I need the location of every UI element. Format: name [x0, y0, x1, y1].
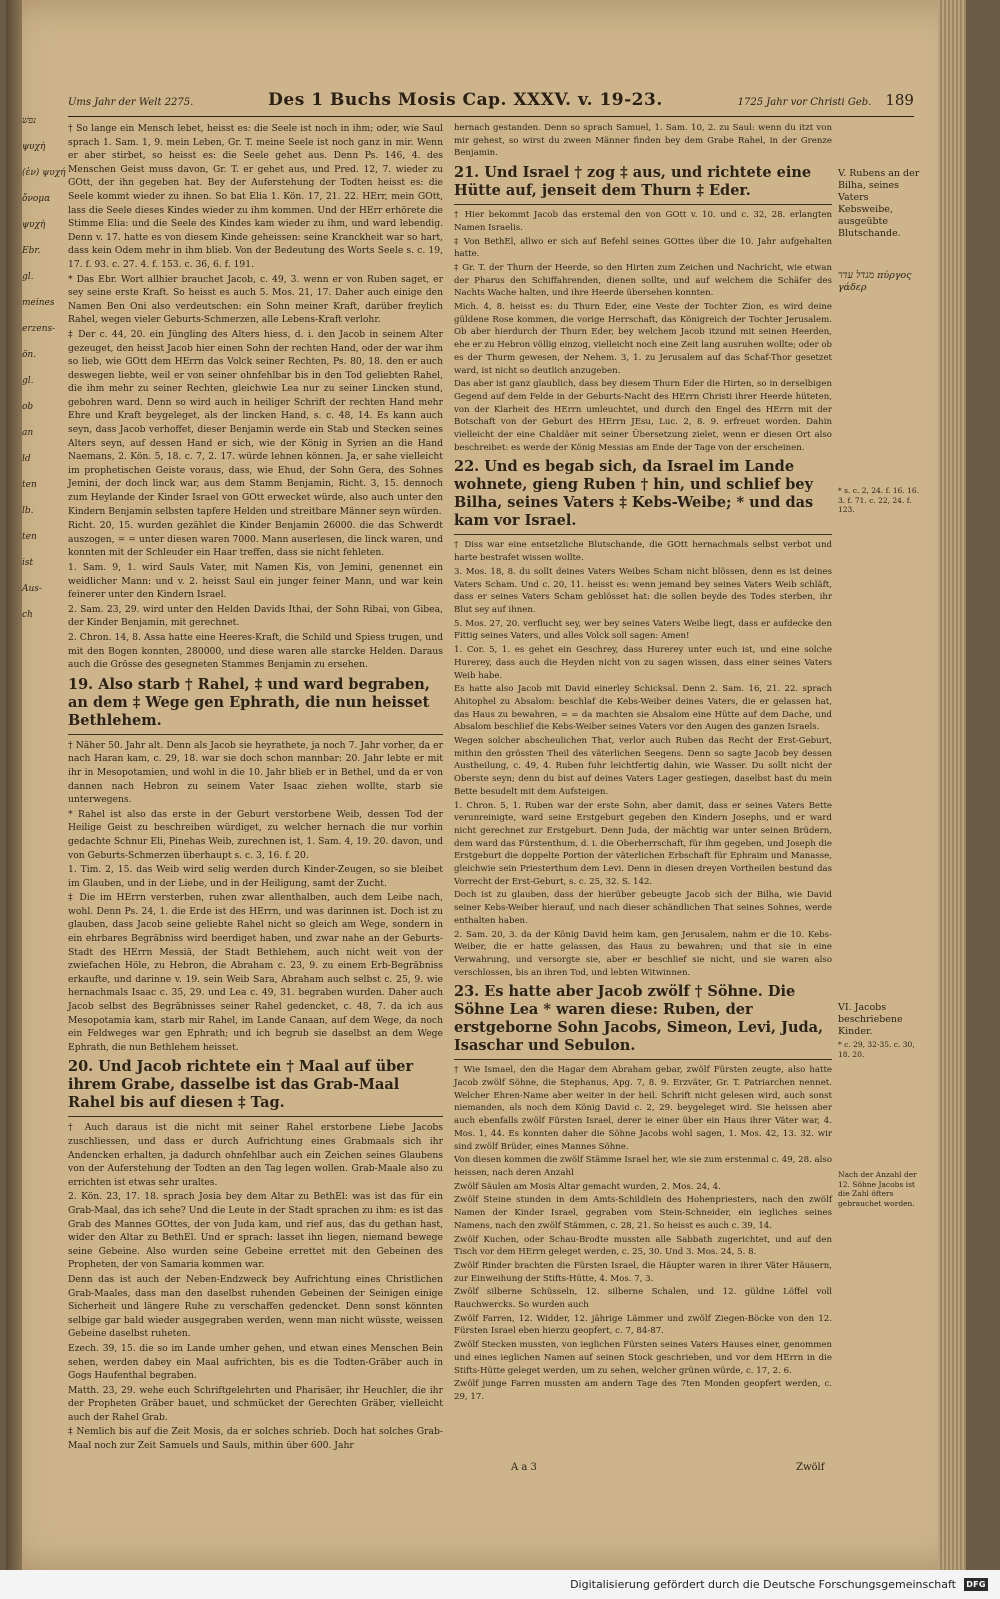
commentary-paragraph: Von diesen kommen die zwölf Stämme Israel her, wie sie zum erstenmal c. 49, 28. also heissen, nach deren Anzahl — [454, 1155, 833, 1178]
verse-20: 20. Und Jacob richtete ein † Maal auf über ihrem Grabe, dasselbe ist das Grab-Maal Rahel bis auf diesen ‡ Tag. — [68, 1058, 414, 1112]
commentary-paragraph: ‡ Die im HErrn versterben, ruhen zwar allenthalben, auch dem Leibe nach, wohl. Denn Ps. 24, 1. die Erde ist des HErrn, und was darinnen ist. Doch ist zu glauben, dass Jacob seine geliebte Rahel nicht so gleich am Wege, sondern in ein ehrbares Begräbniss wird beerdiget haben, und zwar nahe an der Geburts-Stadt des HErrn Messiä, der Stadt Bethlehem, auch nicht weit von der zwiefachen Höle, zu Hebron, die Abraham c. 23, 9. zu einem Erb-Begräbniss erkaufte, und darinne v. 19. sein Weib Sara, Abraham auch selbst c. 25, 9. wie hernachmals Isaac c. 35, 29. und Lea c. 49, 31. begraben wurden. Daher auch Jacob selbst des Begräbnisses seiner Rahel gedencket, c. 48, 7. da ich aus Mesopotamia kam, starb mir Rahel, im Lande Canaan, auf dem Wege, da noch ein Feldweges war gen Ephrath; und ich begrub sie daselbst an dem Wege Ephrath, die nun Bethlehem heisset. — [68, 892, 443, 1053]
commentary-paragraph: Zwölf Farren, 12. Widder, 12. jährige Lämmer und zwölf Ziegen-Böcke von den 12. Fürsten Israel eben hierzu geopfert, c. 7, 84-87. — [454, 1313, 832, 1337]
commentary-paragraph: Zwölf silberne Schüsseln, 12. silberne Schalen, und 12. güldne Löffel voll Rauchwercks. So wurden auch — [454, 1287, 832, 1311]
verse-19: 19. Also starb † Rahel, ‡ und ward begraben, an dem ‡ Wege gen Ephrath, die nun heisset Bethlehem. — [68, 675, 430, 729]
divider — [68, 734, 443, 735]
catchword: Zwölf — [796, 1462, 825, 1473]
left-margin-fragment: gl. — [22, 376, 34, 386]
left-margin-fragment: ld — [22, 454, 31, 464]
commentary-block — [68, 122, 443, 672]
header-year-world: Ums Jahr der Welt 2275. — [68, 97, 194, 108]
left-margin-fragment: ὄνομα — [22, 194, 51, 204]
digitization-credit-bar — [0, 1570, 1000, 1599]
left-margin-fragment: ob — [22, 402, 34, 412]
commentary-paragraph: Zwölf Rinder brachten die Fürsten Israel, die Häupter waren in ihrer Väter Häusern, zur Einweihung der Stifts-Hütte, 4. Mos. 7, 3. — [454, 1260, 832, 1284]
commentary-paragraph: † So lange ein Mensch lebet, heisst es: die Seele ist noch in ihm; oder, wie Saul sprach 1. Sam. 1, 9. mein Leben, Gr. T. meine Seele ist noch ganz in mir. Wenn er aber stirbet, so heisst es: die Seele gehet aus. Denn Ps. 146, 4. des Menschen Geist muss davon, Gr. T. er gehet aus, und Pred. 12, 7. wieder zu GOtt, der ihn gegeben hat. Bey der Auferstehung der Todten heisst es: die Seele kommt wieder zu ihnen. So bat Elia 1. Kön. 17, 21. 22. HErr, mein GOtt, lass die Seele dieses Kindes wieder zu ihm kommen. Und der HErr erhörete die Stimme Elia: und die Seele des Kindes kam wieder zu ihm, und ward lebendig. Denn v. 17. hatte es von diesem Kinde geheissen: seine Kranckheit war so hart, dass kein Odem mehr in ihm blieb. Von der Bedeutung des Worts Seele s. c. 19, 17. f. 93. c. 27. 4. f. 153. c. 36, 6. f. 191. — [68, 123, 443, 270]
left-margin-fragment: an — [22, 428, 34, 438]
commentary-paragraph: Zwölf Kuchen, oder Schau-Brodte mussten alle Sabbath zugerichtet, und auf den Tisch vor dem HErrn geleget werden, c. 25, 30. Und 3. Mos. 24, 5. 8. — [454, 1234, 832, 1258]
commentary-paragraph: Zwölf Stecken mussten, von ieglichen Fürsten seines Vaters Hauses einer, genommen und eines ieglichen Namen auf seinen Stock geschrieben, und vor dem HErrn in die Stifts-Hütte geleget werden, um zu sehen, welcher grünen würde, c. 17, 2. 6. — [454, 1340, 832, 1376]
commentary-paragraph: ‡ Gr. T. der Thurn der Heerde, so den Hirten zum Zeichen und Nachricht, wie etwan der Pharus den Schiffahrenden, dienen sollte, und auf welchem die Schäfer des Nachts Wache halten, und ihre Heerde übersehen konnten. — [454, 262, 832, 299]
margin-ref-verse23: * c. 29, 32-35. c. 30, 18. 20. — [838, 1040, 915, 1059]
commentary-paragraph: Zwölf Säulen am Mosis Altar gemacht wurden, 2. Mos. 24, 4. — [454, 1181, 721, 1192]
commentary-paragraph: Zwölf junge Farren mussten am andern Tage des 7ten Monden geopfert werden, c. 29, 17. — [454, 1379, 832, 1402]
margin-ref-verse22: * s. c. 2, 24. f. 16. 16. 3. f. 71. c. 22, 24. f. 123. — [838, 486, 920, 514]
commentary-paragraph: 2. Sam. 20, 3. da der König David heim kam, gen Jerusalem, nahm er die 10. Kebs-Weiber, die er hatte gelassen, das Haus zu bewahren; und that sie in eine Verwahrung, und versorgte sie, aber er beschlief sie nicht, und sie waren also verschlossen, bis an ihren Tod, und lebten Witwinnen. — [454, 929, 832, 978]
left-margin-fragment: gl. — [22, 272, 34, 282]
commentary-paragraph: † Hier bekommt Jacob das erstemal den von GOtt v. 10. und c. 32, 28. erlangten Namen Israelis. — [454, 210, 832, 233]
margin-note-hebrew-greek: מגדל עדר πύργος γάδερ — [838, 270, 912, 293]
commentary-paragraph: 2. Chron. 14, 8. Assa hatte eine Heeres-Kraft, die Schild und Spiess trugen, und mit den Bogen konnten, 280000, und diese waren alle starcke Helden. Daraus auch die Grösse des gesegneten Stammes Benjamin zu ersehen. — [68, 631, 443, 671]
commentary-paragraph: hernach gestanden. Denn so sprach Samuel, 1. Sam. 10, 2. zu Saul: wenn du itzt von mir gehest, so wirst du zween Männer finden bey dem Grabe Rahel, in der Grenze Benjamin. — [454, 123, 832, 159]
commentary-paragraph: 5. Mos. 27, 20. verflucht sey, wer bey seines Vaters Weibe liegt, dass er aufdecke den Fittig seines Vaters, und alles Volck soll sagen: Amen! — [454, 618, 832, 642]
left-margin-fragment: Ebr. — [22, 246, 41, 256]
commentary-paragraph: † Näher 50. Jahr alt. Denn als Jacob sie heyrathete, ja noch 7. Jahr vorher, da er nach Haran kam, c. 29, 18. war sie doch schon mannbar: 20. Jahr lebte er mit ihr in Mesopotamien, und wohl in die 10. Jahr blieb er in Bethel, und da er von dannen nach Hebron zu seinem Vater Isaac ziehen wollte, starb sie unterwegens. — [68, 739, 443, 806]
left-column — [68, 122, 443, 1454]
commentary-block — [454, 209, 832, 454]
book-spine — [6, 0, 22, 1570]
commentary-paragraph: * Rahel ist also das erste in der Geburt verstorbene Weib, dessen Tod der Heilige Geist zu beschreiben würdiget, zu welcher hernach die nur vorhin gedachte Schnur Eli, Pinehas Weib, zurechnen ist, 1. Sam. 4, 19. 20. davon, und von Geburts-Schmerzen überhaupt s. c. 3, 16. f. 20. — [68, 808, 443, 861]
book-page — [6, 0, 966, 1570]
commentary-paragraph: Mich. 4, 8. heisst es: du Thurn Eder, eine Veste der Tochter Zion, es wird deine güldene Rose kommen, die vorige Herrschaft, das Königreich der Tochter Jerusalem. Ob aber hierdurch der Thurn Eder, bey welchem Jacob itzund mit seinen Heerden, ehe er zu Hebron völlig einzog, vielleicht noch eine Zeit lang ausruhen wollte; oder ob es der Thurm gewesen, der Nehem. 3, 1. zu Jerusalem auf das Schaf-Thor gesetzet ward, ist nicht so deutlich anzugeben. — [454, 302, 832, 376]
margin-note-twelve: Nach der Anzahl der 12. Söhne Jacobs ist die Zahl öfters gebrauchet worden. — [838, 1170, 917, 1208]
commentary-paragraph: Denn das ist auch der Neben-Endzweck bey Aufrichtung eines Christlichen Grab-Maales, dass man den daselbst ruhenden Gebeinen der Seinigen einige Sicherheit und längere Ruhe zu verschaffen gedencket. Denn sonst könnten selbige gar bald wieder ausgegraben werden, wenn man nicht wüsste, weissen Gebeine daselbst ruheten. — [68, 1273, 443, 1340]
left-margin-fragment: נפשׁ — [22, 116, 37, 126]
divider — [454, 534, 832, 535]
dfg-logo: DFG — [964, 1578, 988, 1591]
left-margin-fragment: lb. — [22, 506, 34, 516]
left-margin-fragment: erzens- — [22, 324, 56, 334]
left-margin-notes — [22, 108, 64, 628]
header-year-christ: 1725 Jahr vor Christi Geb. — [737, 97, 872, 108]
commentary-paragraph: 2. Sam. 23, 29. wird unter den Helden Davids Ithai, der Sohn Ribai, von Gibea, der Kinder Benjamin, mit gerechnet. — [68, 603, 443, 629]
commentary-paragraph: ‡ Von BethEl, allwo er sich auf Befehl seines GOttes über die 10. Jahr aufgehalten hatte. — [454, 236, 832, 260]
running-header — [68, 90, 914, 117]
signature-mark: A a 3 — [511, 1462, 537, 1473]
verse-21: 21. Und Israel † zog ‡ aus, und richtete eine Hütte auf, jenseit dem Thurn ‡ Eder. — [454, 164, 812, 200]
header-title: Des 1 Buchs Mosis Cap. XXXV. v. 19-23. — [268, 90, 663, 110]
commentary-paragraph: Matth. 23, 29. wehe euch Schriftgelehrten und Pharisäer, ihr Heuchler, die ihr der Propheten Gräber bauet, und schmücket der Gerechten Gräber, vielleicht auch der Rahel Grab. — [68, 1384, 443, 1423]
right-column — [454, 122, 832, 1405]
commentary-block — [454, 122, 832, 160]
left-margin-fragment: ch — [22, 610, 33, 620]
commentary-paragraph: Wegen solcher abscheulichen That, verlor auch Ruben das Recht der Erst-Geburt, mithin den grössten Theil des väterlichen Seegens. Denn so sagte Jacob bey dessen Austheilung, c. 49, 4. Ruben fuhr leichtfertig dahin, wie Wasser. Du sollt nicht der Oberste seyn; denn du bist auf deines Vaters Lager gestiegen, daselbst hast du mein Bette besudelt mit dem Aufsteigen. — [454, 736, 832, 797]
commentary-paragraph: 1. Tim. 2, 15. das Weib wird selig werden durch Kinder-Zeugen, so sie bleibet im Glauben, und in der Liebe, und in der Heiligung, samt der Zucht. — [68, 864, 443, 889]
commentary-paragraph: 1. Sam. 9, 1. wird Sauls Vater, mit Namen Kis, von Jemini, genennet ein weidlicher Mann: und v. 2. heisst Saul ein junger feiner Mann, und war kein feinerer unter den Kindern Israel. — [68, 562, 443, 601]
commentary-paragraph: ‡ Der c. 44, 20. ein Jüngling des Alters hiess, d. i. den Jacob in seinem Alter gezeuget, den heisst Jacob hier einen Sohn der rechten Hand, oder der war ihm so lieb, wie GOtt dem HErrn das Volck seiner Rechten, Ps. 80, 18. den er auch deswegen liebte, weil er von seiner ohnfehlbar bis in den Tod geliebten Rahel, die ihm mehr zu seiner Rechten, gleichwie Lea nur zu seiner Lincken stund, gebohren ward. Denn so wird auch in heiliger Schrift der rechten Hand mehr Ehre und Kraft beygeleget, als der lincken Hand, s. c. 48, 14. Es kann auch seyn, dass Jacob verhoffet, dieser Benjamin werde ein Stab und Stecken seines Alters seyn, auf dessen Hand er sich, wie der König in Syrien an die Hand Naemans, 2. Kön. 5, 18. c. 7, 2. 17. würde lehnen können. Ja, er sahe vielleicht im prophetischen Geiste voraus, dass, wie Ehud, der Sohn Gera, des Sohnes Jemini, der doch linck war, aus dem Stamm Benjamin, Richt. 3, 15. dennoch zum Heylande der Kinder Israel von GOtt erwecket würde, also auch unter den Kindern Benjamin selbsten tapfere Helden und streitbare Männer seyn würden. — [68, 328, 443, 517]
commentary-paragraph: † Auch daraus ist die nicht mit seiner Rahel erstorbene Liebe Jacobs zuschliessen, und dass er durch Aufrichtung eines Grabmaals sich ihr Andencken erhalten, ja dadurch ohnfehlbar auch ein Zeichen seines Glaubens von der Auferstehung der Todten an den Tag legen wollen. Grab-Maale also zu errichten ist etwas sehr uraltes. — [68, 1122, 443, 1188]
commentary-paragraph: Zwölf Steine stunden in dem Amts-Schildlein des Hohenpriesters, nach den zwölf Namen der Kinder Israel, gegraben vom Stein-Schneider, ein iegliches seines Namens, nach den zwölf Stämmen, c. 28, 21. So heisst es auch c. 39, 14. — [454, 1195, 832, 1231]
commentary-paragraph: 1. Cor. 5, 1. es gehet ein Geschrey, dass Hurerey unter euch ist, und eine solche Hurerey, dass auch die Heyden nicht von zu sagen wissen, dass einer seines Vaters Weib habe. — [454, 645, 832, 681]
left-margin-fragment: ten — [22, 532, 37, 542]
commentary-paragraph: ‡ Nemlich bis auf die Zeit Mosis, da er solches schrieb. Doch hat solches Grab-Maal noch zur Zeit Samuels und Sauls, mithin über 600. Jahr — [68, 1426, 443, 1452]
commentary-block — [454, 539, 832, 979]
verse-22: 22. Und es begab sich, da Israel im Lande wohnete, gieng Ruben † hin, und schlief bey Bilha, seines Vaters ‡ Kebs-Weibe; * und das kam vor Israel. — [454, 458, 814, 530]
left-margin-fragment: ψυχὴ — [22, 220, 46, 230]
commentary-paragraph: Ezech. 39, 15. die so im Lande umher gehen, und etwan eines Menschen Bein sehen, werden dabey ein Maal aufrichten, bis es die Todten-Gräber auch in Gogs Haufenthal begraben. — [68, 1342, 443, 1382]
page-number: 189 — [885, 91, 914, 109]
commentary-paragraph: 2. Kön. 23, 17. 18. sprach Josia bey dem Altar zu BethEl: was ist das für ein Grab-Maal, das ich sehe? Und die Leute in der Stadt sprachen zu ihm: es ist das Grab des Mannes GOttes, der von Juda kam, und rief aus, das du gethan hast, wider den Altar zu BethEl. Und er sprach: lasset ihn liegen, niemand bewege seine Gebeine. Also wurden seine Gebeine errettet mit den Gebeinen des Propheten, der von Samaria kommen war. — [68, 1191, 443, 1271]
commentary-paragraph: Es hatte also Jacob mit David einerley Schicksal. Denn 2. Sam. 16, 21. 22. sprach Ahitophel zu Absalom: beschlaf die Kebs-Weiber deines Vaters, die er gelassen hat, das Haus zu bewahren, = = da machten sie Absalom eine Hütte auf dem Dache, und Absalom beschlief die Kebs-Weiber seines Vaters vor den Augen des ganzen Israels. — [454, 684, 832, 733]
left-margin-fragment: meines — [22, 298, 55, 308]
commentary-paragraph: 3. Mos. 18, 8. du sollt deines Vaters Weibes Scham nicht blössen, denn es ist deines Vaters Scham. Und c. 20, 11. heisst es: wenn jemand bey seines Vaters Weib schläft, dass er seines Vaters Scham geblösset hat: die sollen beyde des Todes sterben, ihr Blut sey auf ihnen. — [454, 566, 832, 615]
margin-note-rubens: V. Rubens an der Bilha, seines Vaters Kebsweibe, ausgeübte Blutschande. — [838, 168, 920, 239]
left-margin-fragment: ist — [22, 558, 34, 568]
page-edge — [938, 0, 966, 1570]
commentary-block — [68, 739, 443, 1055]
divider — [454, 1059, 832, 1060]
commentary-paragraph: † Diss war eine entsetzliche Blutschande, die GOtt hernachmals selbst verbot und harte bestrafet wissen wollte. — [454, 540, 832, 564]
left-margin-fragment: ön. — [22, 350, 37, 360]
digitization-credit-text: Digitalisierung gefördert durch die Deutsche Forschungsgemeinschaft — [570, 1578, 956, 1591]
commentary-paragraph: Das aber ist ganz glaublich, dass bey diesem Thurn Eder die Hirten, so in derselbigen Gegend auf dem Felde in der Geburts-Nacht des HErrn Christi ihrer Heerde hüteten, von der Klarheit des HErrn umleuchtet, und durch den Engel des HErrn mit der Botschaft von der Geburt des HErrn JEsu, Luc. 2, 8. 9. erfreuet worden. Dahin vielleicht der eine Chaldäer mit seiner Übersetzung zielet, wenn er diesen Ort also beschreibet: es werde der König Messias am Ende der Tage von der erscheinen. — [454, 379, 832, 453]
commentary-paragraph: 1. Chron. 5, 1. Ruben war der erste Sohn, aber damit, dass er seines Vaters Bette verunreinigte, ward seine Erstgeburt gegeben den Kindern Josephs, und er ward nicht gerechnet zur Erstgeburt. Denn Juda, der mächtig war unter seinen Brüdern, dem ward das Fürstenthum, d. i. die Oberherrschaft, für ihm gegeben, und Joseph die Erstgeburt die doppelte Portion der väterlichen Erbschaft für Ephraim und Manasse, gleichwie sein Priesterthum dem Levi. Denn in diesen dreyen Vortheilen bestund das Vorrecht der Erst-Geburt, s. c. 25, 32. S. 142. — [454, 800, 832, 887]
commentary-block — [68, 1121, 443, 1452]
divider — [454, 204, 832, 205]
left-margin-fragment: ψυχὴ — [22, 142, 46, 152]
commentary-paragraph: Doch ist zu glauben, dass der hierüber gebeugte Jacob sich der Bilha, wie David seiner Kebs-Weiber hierauf, und nach dieser schändlichen That seines Sohnes, werde enthalten haben. — [454, 890, 832, 926]
commentary-paragraph: * Das Ebr. Wort allhier brauchet Jacob, c. 49, 3. wenn er von Ruben saget, er sey seine erste Kraft. So heisst es auch 5. Mos. 21, 17. Daher auch einige den Namen Ben Oni also verdeutschen: ein Sohn meiner Kraft, darüber freylich Rahel, wegen vieler Geburts-Schmerzen, alle Lebens-Kraft verlohr. — [68, 273, 443, 326]
commentary-paragraph: Richt. 20, 15. wurden gezählet die Kinder Benjamin 26000. die das Schwerdt auszogen, = = unter diesen waren 7000. Mann auserlesen, die linck waren, und konnten mit der Schleuder ein Haar treffen, dass sie nicht fehleten. — [68, 520, 443, 559]
verse-23: 23. Es hatte aber Jacob zwölf † Söhne. Die Söhne Lea * waren diese: Ruben, der erstgeborne Sohn Jacobs, Simeon, Levi, Juda, Isaschar und Sebulon. — [454, 983, 824, 1055]
left-margin-fragment: ten — [22, 480, 37, 490]
left-margin-fragment: Aus- — [22, 584, 42, 594]
divider — [68, 1116, 443, 1117]
commentary-paragraph: † Wie Ismael, den die Hagar dem Abraham gebar, zwölf Fürsten zeugte, also hatte Jacob zwölf Söhne, die Stephanus, Apg. 7, 8. 9. Erzväter, Gr. T. Patriarchen nennet. Welcher Ehren-Name aber weiter in der heil. Schrift nicht gelesen wird, auch sonst niemanden, als noch dem König David c. 2, 29. beygeleget wird. Sie heissen aber auch ebenfalls zwölf Fürsten Israel, derer ie einer über ein Haus ihrer Väter war, 4. Mos. 1, 44. Es konnten daher die Söhne Jacobs wohl sagen, 1. Mos. 42, 13. 32. wir sind zwölf Brüder, eines Mannes Söhne. — [454, 1065, 832, 1152]
left-margin-fragment: (ἐν) ψυχή — [22, 168, 66, 178]
margin-note-jacobs-children: VI. Jacobs beschriebene Kinder. — [838, 1002, 903, 1037]
commentary-block — [454, 1064, 832, 1403]
